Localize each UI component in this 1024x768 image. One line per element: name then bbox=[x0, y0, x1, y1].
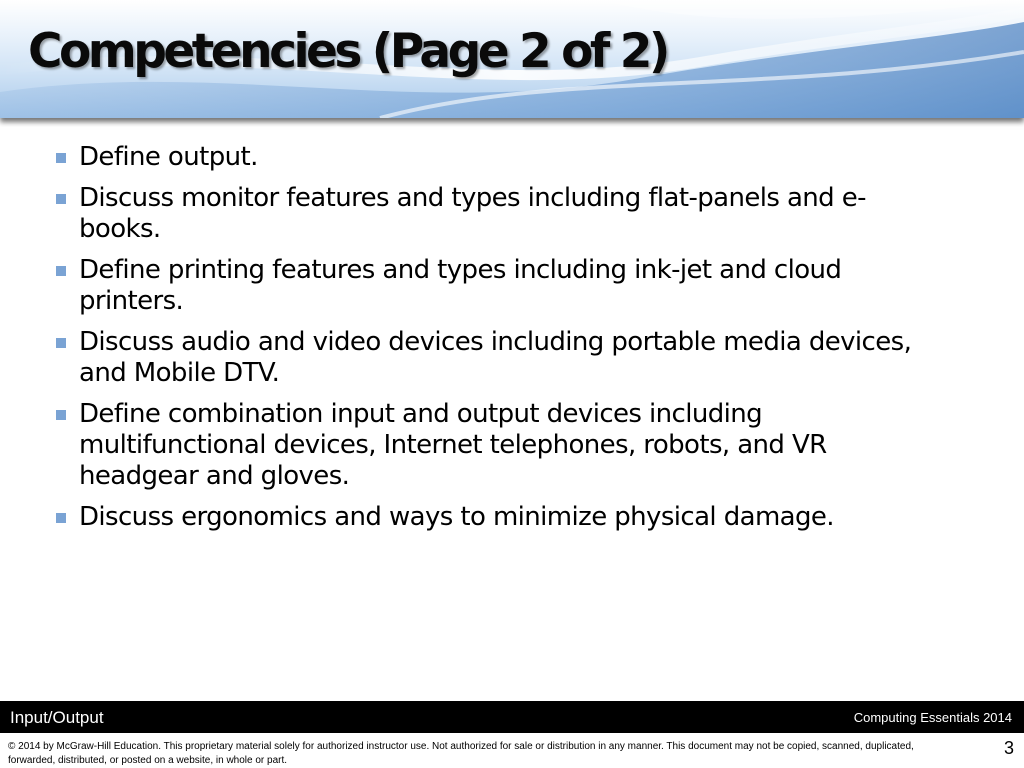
slide-title: Competencies (Page 2 of 2) bbox=[28, 24, 667, 79]
bullet-text: Define output. bbox=[79, 142, 258, 172]
title-banner bbox=[0, 0, 1024, 118]
bullet-text: Discuss audio and video devices including portable media devices, and Mobile DTV. bbox=[79, 327, 912, 388]
bullet-item bbox=[52, 255, 922, 317]
square-bullet-icon bbox=[56, 513, 66, 523]
square-bullet-icon bbox=[56, 266, 66, 276]
page-number: 3 bbox=[1003, 738, 1014, 758]
bullet-text: Discuss monitor features and types including flat-panels and e-books. bbox=[79, 183, 866, 244]
footer-section-label: Input/Output bbox=[10, 708, 104, 727]
bullet-text: Discuss ergonomics and ways to minimize physical damage. bbox=[79, 502, 834, 532]
bullet-item bbox=[52, 502, 922, 533]
footer-bar bbox=[0, 701, 1024, 733]
bullet-item bbox=[52, 183, 922, 245]
bullet-item bbox=[52, 142, 922, 173]
square-bullet-icon bbox=[56, 194, 66, 204]
square-bullet-icon bbox=[56, 153, 66, 163]
bullet-text: Define printing features and types including ink-jet and cloud printers. bbox=[79, 255, 842, 316]
square-bullet-icon bbox=[56, 338, 66, 348]
bullet-text: Define combination input and output devices including multifunctional devices, Internet telephones, robots, and VR headgear and gloves. bbox=[79, 399, 827, 491]
footer-book-title: Computing Essentials 2014 bbox=[853, 710, 1012, 725]
bullet-item bbox=[52, 399, 922, 492]
square-bullet-icon bbox=[56, 410, 66, 420]
bullet-list bbox=[52, 142, 922, 543]
copyright-notice: © 2014 by McGraw-Hill Education. This proprietary material solely for authorized instructor use. Not authorized for sale or distribution in any manner. This document may not be copied, scanned, duplicated, forwarded, distributed, or posted on a website, in whole or part. bbox=[8, 741, 914, 766]
bullet-item bbox=[52, 327, 922, 389]
